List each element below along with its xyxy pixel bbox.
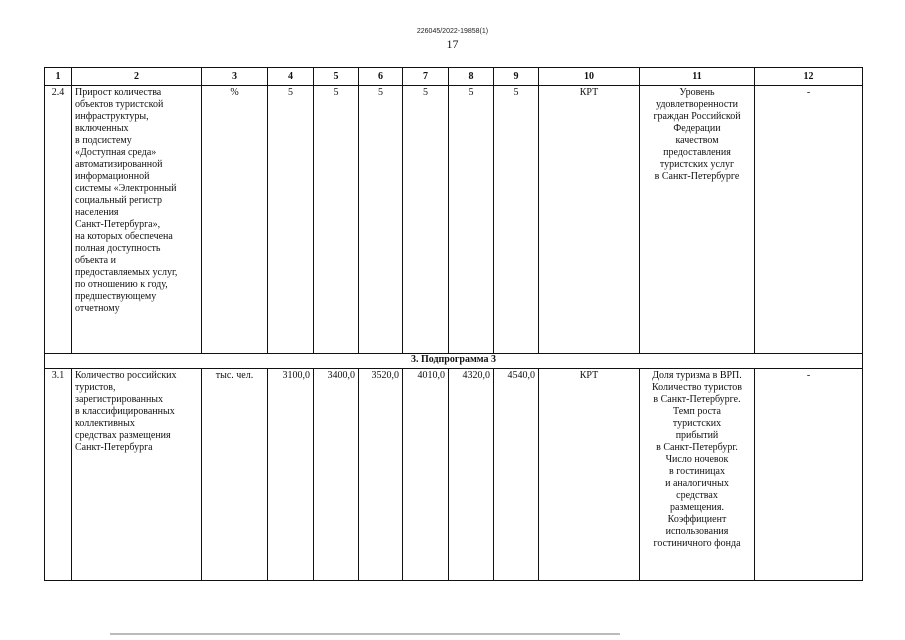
header-cell: 7 <box>403 68 449 86</box>
indicator-name: Количество российских туристов, зарегистрированных в классифицированных коллективных средствах размещения Санкт-Петербурга <box>72 369 202 581</box>
note-cell: - <box>755 86 863 354</box>
value-cell: 4540,0 <box>494 369 539 581</box>
value-cell: 3100,0 <box>268 369 314 581</box>
header-cell: 3 <box>202 68 268 86</box>
value-cell: 5 <box>494 86 539 354</box>
indicators-table <box>44 67 863 581</box>
value-cell: 5 <box>314 86 359 354</box>
page-number: 17 <box>446 37 459 51</box>
section-row <box>45 354 863 369</box>
header-cell: 1 <box>45 68 72 86</box>
related-indicator-cell: Уровень удовлетворенности граждан Российской Федерации качеством предоставления туристских услуг в Санкт-Петербурге <box>640 86 755 354</box>
related-indicator-cell: Доля туризма в ВРП. Количество туристов в Санкт-Петербурге. Темп роста туристских прибытий в Санкт-Петербург. Число ночевок в гостиницах и аналогичных средствах размещения. Коэффициент использования гостиничного фонда <box>640 369 755 581</box>
unit-cell: тыс. чел. <box>202 369 268 581</box>
indicator-name: Прирост количества объектов туристской инфраструктуры, включенных в подсистему «Доступная среда» автоматизированной информационной системы «Электронный социальный регистр населения Санкт-Петербурга», на которых обеспечена полная доступность объекта и предоставляемых услуг, по отношению к году, предшествующему отчетному <box>72 86 202 354</box>
unit-cell: % <box>202 86 268 354</box>
header-cell: 9 <box>494 68 539 86</box>
value-cell: 3520,0 <box>359 369 403 581</box>
header-cell: 6 <box>359 68 403 86</box>
value-cell: 4010,0 <box>403 369 449 581</box>
value-cell: 4320,0 <box>449 369 494 581</box>
section-title: 3. Подпрограмма 3 <box>45 354 863 369</box>
header-cell: 2 <box>72 68 202 86</box>
footer-divider <box>110 633 620 635</box>
header-cell: 5 <box>314 68 359 86</box>
value-cell: 5 <box>359 86 403 354</box>
document-id: 226045/2022-19858(1) <box>416 28 489 35</box>
note-cell: - <box>755 369 863 581</box>
value-cell: 5 <box>449 86 494 354</box>
table-row <box>45 369 863 581</box>
value-cell: 3400,0 <box>314 369 359 581</box>
value-cell: 5 <box>268 86 314 354</box>
header-cell: 4 <box>268 68 314 86</box>
row-number: 2.4 <box>45 86 72 354</box>
row-number: 3.1 <box>45 369 72 581</box>
source-cell: КРТ <box>539 86 640 354</box>
table-row <box>45 86 863 354</box>
header-cell: 10 <box>539 68 640 86</box>
header-cell: 8 <box>449 68 494 86</box>
value-cell: 5 <box>403 86 449 354</box>
header-cell: 12 <box>755 68 863 86</box>
header-cell: 11 <box>640 68 755 86</box>
source-cell: КРТ <box>539 369 640 581</box>
header-row <box>45 68 863 86</box>
